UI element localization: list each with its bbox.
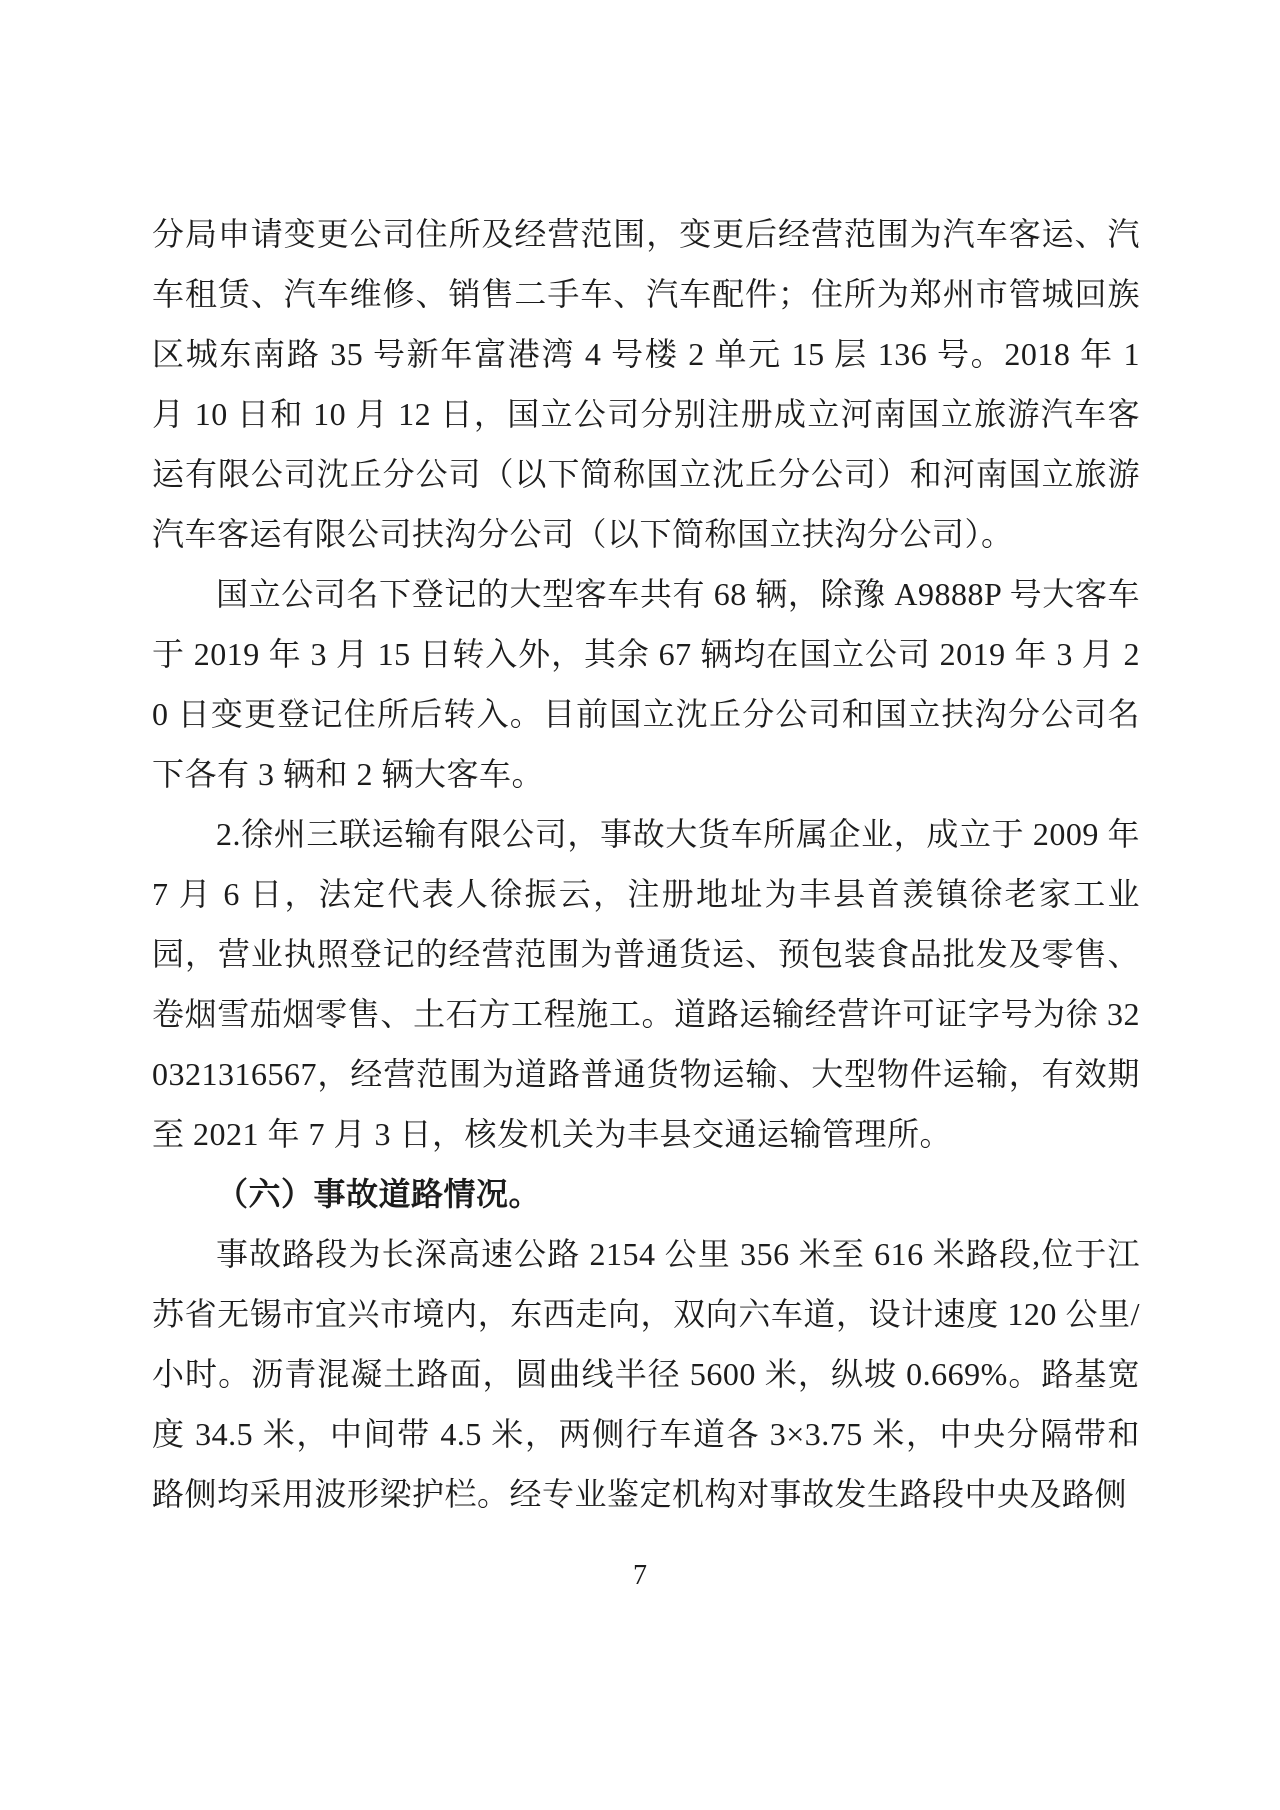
page-number: 7	[633, 1560, 647, 1591]
paragraph-road-description: 事故路段为长深高速公路 2154 公里 356 米至 616 米路段,位于江苏省无锡市宜兴市境内，东西走向，双向六车道，设计速度 120 公里/小时。沥青混凝土路面，圆曲线半径 5600 米，纵坡 0.669%。路基宽度 34.5 米，中间带 4.5 米，两侧行车道各 3×3.75 米，中央分隔带和路侧均采用波形梁护栏。经专业鉴定机构对事故发生路段中央及路侧	[152, 1236, 1140, 1512]
paragraph-company-registration: 分局申请变更公司住所及经营范围，变更后经营范围为汽车客运、汽车租赁、汽车维修、销售二手车、汽车配件；住所为郑州市管城回族区城东南路 35 号新年富港湾 4 号楼 2 单元 15 层 136 号。2018 年 1 月 10 日和 10 月 12 日，国立公司分别注册成立河南国立旅游汽车客运有限公司沈丘分公司（以下简称国立沈丘分公司）和河南国立旅游汽车客运有限公司扶沟分公司（以下简称国立扶沟分公司）。	[152, 216, 1140, 552]
paragraph-bus-registration: 国立公司名下登记的大型客车共有 68 辆，除豫 A9888P 号大客车于 2019 年 3 月 15 日转入外，其余 67 辆均在国立公司 2019 年 3 月 20 日变更登记住所后转入。目前国立沈丘分公司和国立扶沟分公司名下各有 3 辆和 2 辆大客车。	[152, 576, 1140, 792]
section-heading-accident-road-conditions: （六）事故道路情况。	[216, 1176, 542, 1212]
document-body	[152, 204, 1140, 1524]
paragraph-sanlian-transport: 2.徐州三联运输有限公司，事故大货车所属企业，成立于 2009 年 7 月 6 日，法定代表人徐振云，注册地址为丰县首羡镇徐老家工业园，营业执照登记的经营范围为普通货运、预包装食品批发及零售、卷烟雪茄烟零售、土石方工程施工。道路运输经营许可证字号为徐 320321316567，经营范围为道路普通货物运输、大型物件运输，有效期至 2021 年 7 月 3 日，核发机关为丰县交通运输管理所。	[152, 816, 1140, 1152]
